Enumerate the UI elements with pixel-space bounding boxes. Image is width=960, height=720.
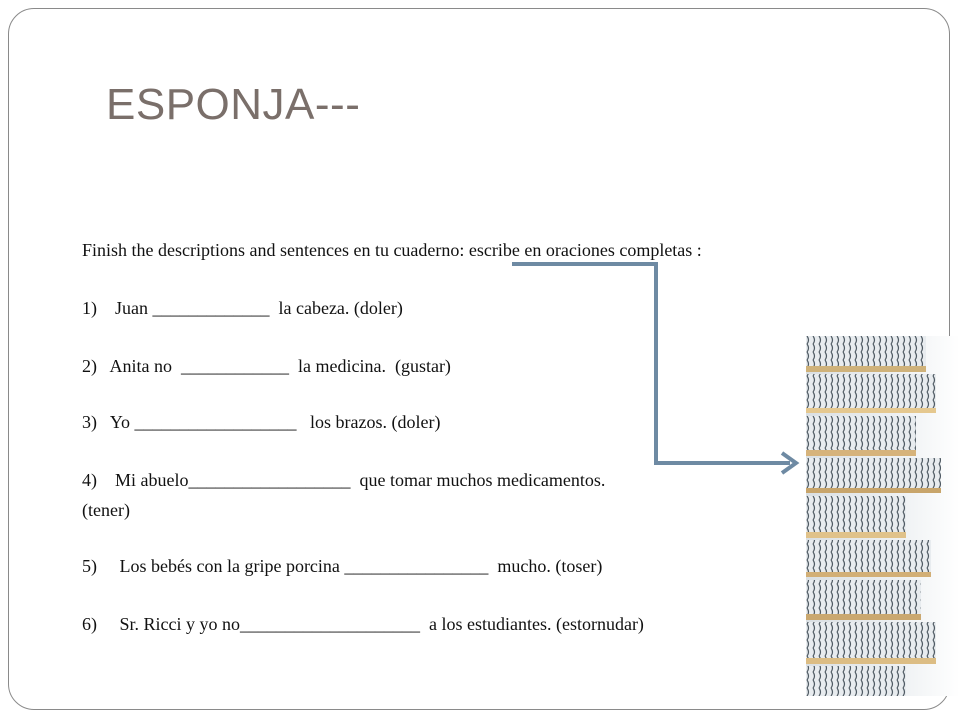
sentence-item-1: 1) Juan _____________ la cabeza. (doler) [82,298,403,318]
sentence-item-4-continuation: (tener) [82,500,130,520]
slide-title: ESPONJA--- [106,80,361,129]
sentence-item-4: 4) Mi abuelo__________________ que tomar muchos medicamentos. [82,470,606,490]
stacked-binders-photo [806,336,960,696]
sentence-item-6: 6) Sr. Ricci y yo no____________________ a los estudiantes. (estornudar) [82,614,644,634]
sentence-item-5: 5) Los bebés con la gripe porcina ________________ mucho. (toser) [82,556,603,576]
sentence-item-2: 2) Anita no ____________ la medicina. (gustar) [82,356,451,376]
sentence-item-3: 3) Yo __________________ los brazos. (doler) [82,412,441,432]
instructions-text: Finish the descriptions and sentences en tu cuaderno: escribe en oraciones completas : [82,240,702,260]
